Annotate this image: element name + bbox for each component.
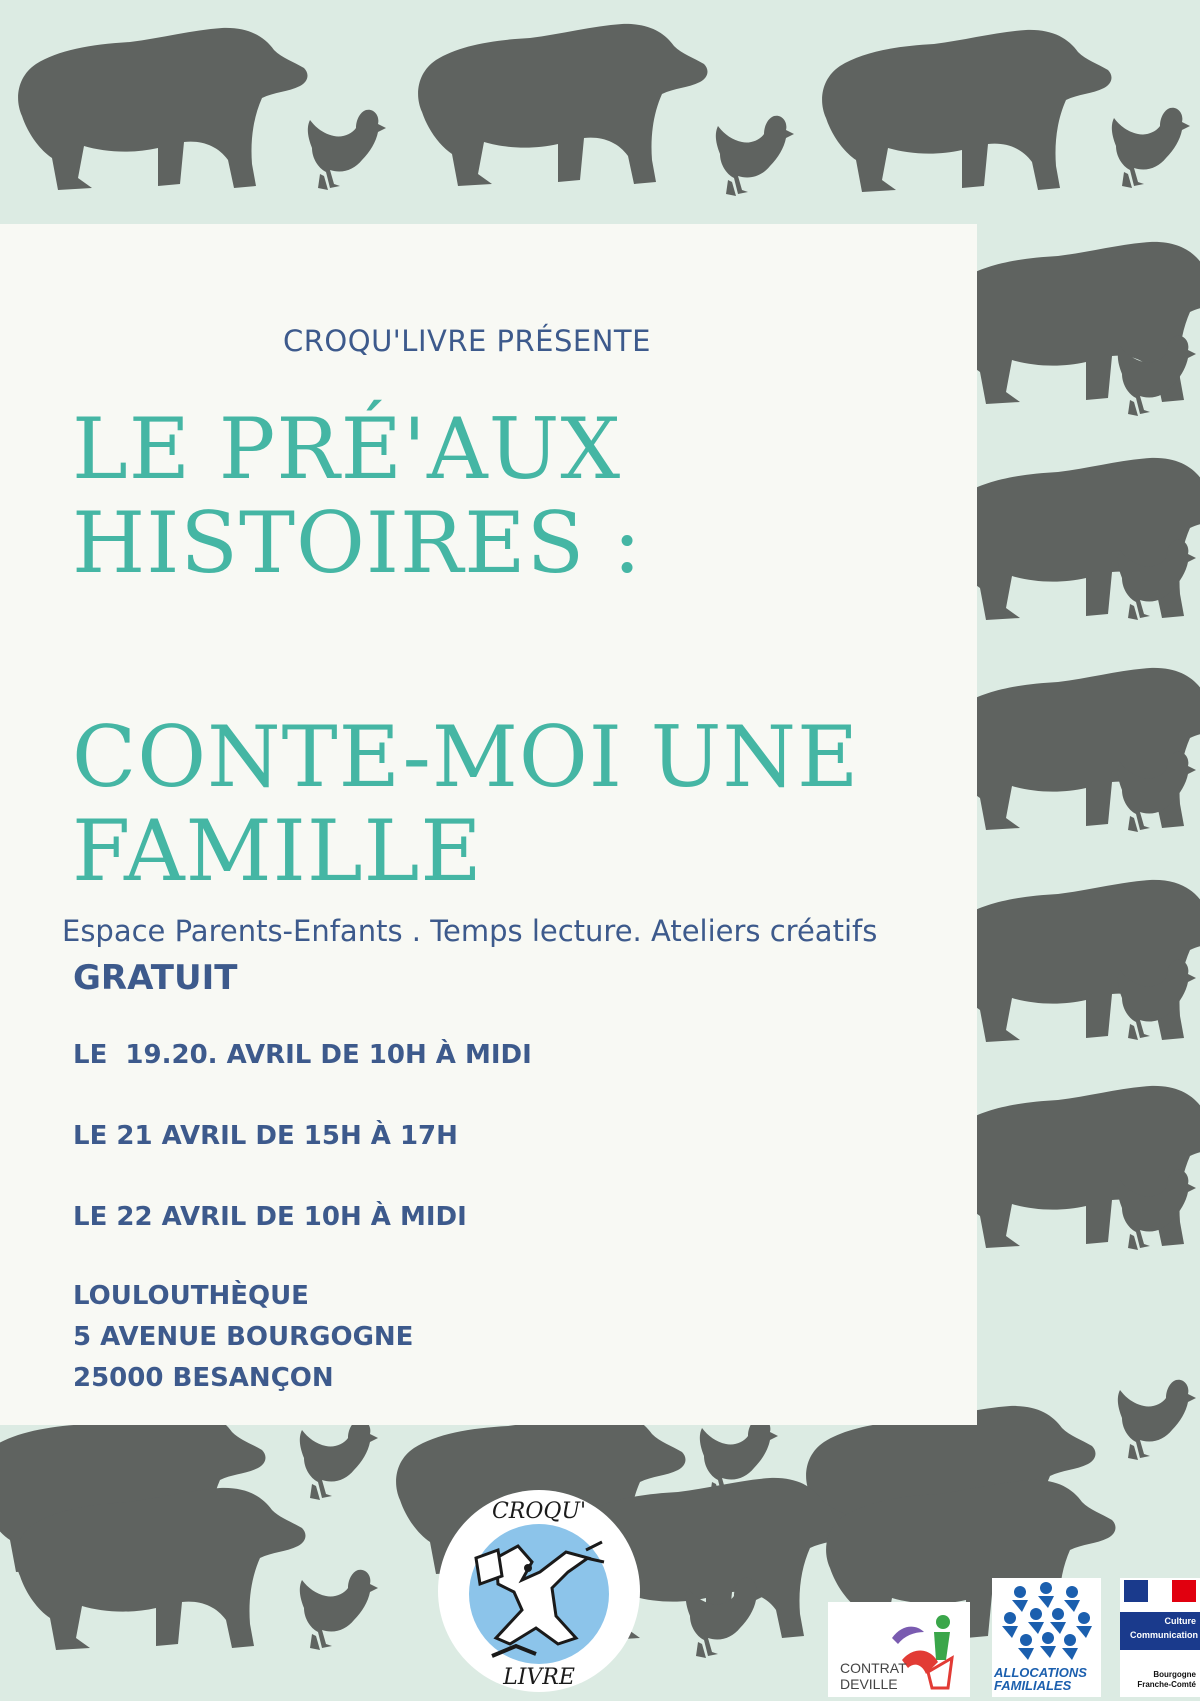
caf-logo	[992, 1578, 1101, 1697]
marianne-flag-icon	[1120, 1578, 1200, 1608]
presenter-line: CROQU'LIVRE PRÉSENTE	[283, 324, 651, 358]
culture-text-line-1: Culture	[1164, 1616, 1196, 1626]
event-subtitle-line-1: CONTE-MOI UNE	[72, 708, 860, 806]
contrat-logo-line-2: DEVILLE	[840, 1676, 898, 1692]
culture-banner	[1120, 1612, 1200, 1650]
content-panel	[0, 224, 977, 1425]
activities-description: Espace Parents-Enfants . Temps lecture. Ateliers créatifs	[62, 914, 878, 948]
venue-name: LOULOUTHÈQUE	[73, 1281, 309, 1311]
date-line: LE 21 AVRIL DE 15H À 17H	[73, 1121, 458, 1151]
contrat-logo-line-1: CONTRAT	[840, 1660, 907, 1676]
caf-people-emblem	[992, 1578, 1101, 1668]
venue-city: 25000 BESANÇON	[73, 1363, 334, 1393]
caf-logo-text: ALLOCATIONS FAMILIALES	[994, 1665, 1087, 1693]
event-title-line-1: LE PRÉ'AUX	[72, 400, 622, 498]
contrat-de-ville-logo	[828, 1602, 970, 1697]
event-subtitle	[72, 710, 859, 898]
croqu-livre-logo	[436, 1488, 642, 1694]
venue-street: 5 AVENUE BOURGOGNE	[73, 1322, 414, 1352]
event-subtitle-line-2: FAMILLE	[72, 802, 483, 900]
event-title-line-2: HISTOIRES :	[72, 494, 643, 592]
event-title	[72, 402, 642, 590]
region-text: Bourgogne Franche-Comté	[1137, 1670, 1196, 1689]
ministere-culture-logo	[1120, 1578, 1200, 1697]
price-label: GRATUIT	[73, 958, 238, 998]
croqu-logo-top-text: CROQU'	[491, 1499, 587, 1524]
date-line: LE 19.20. AVRIL DE 10H À MIDI	[73, 1040, 532, 1070]
date-line: LE 22 AVRIL DE 10H À MIDI	[73, 1202, 467, 1232]
culture-text-line-2: Communication	[1129, 1630, 1198, 1640]
croqu-logo-bottom-text: LIVRE	[503, 1665, 575, 1690]
